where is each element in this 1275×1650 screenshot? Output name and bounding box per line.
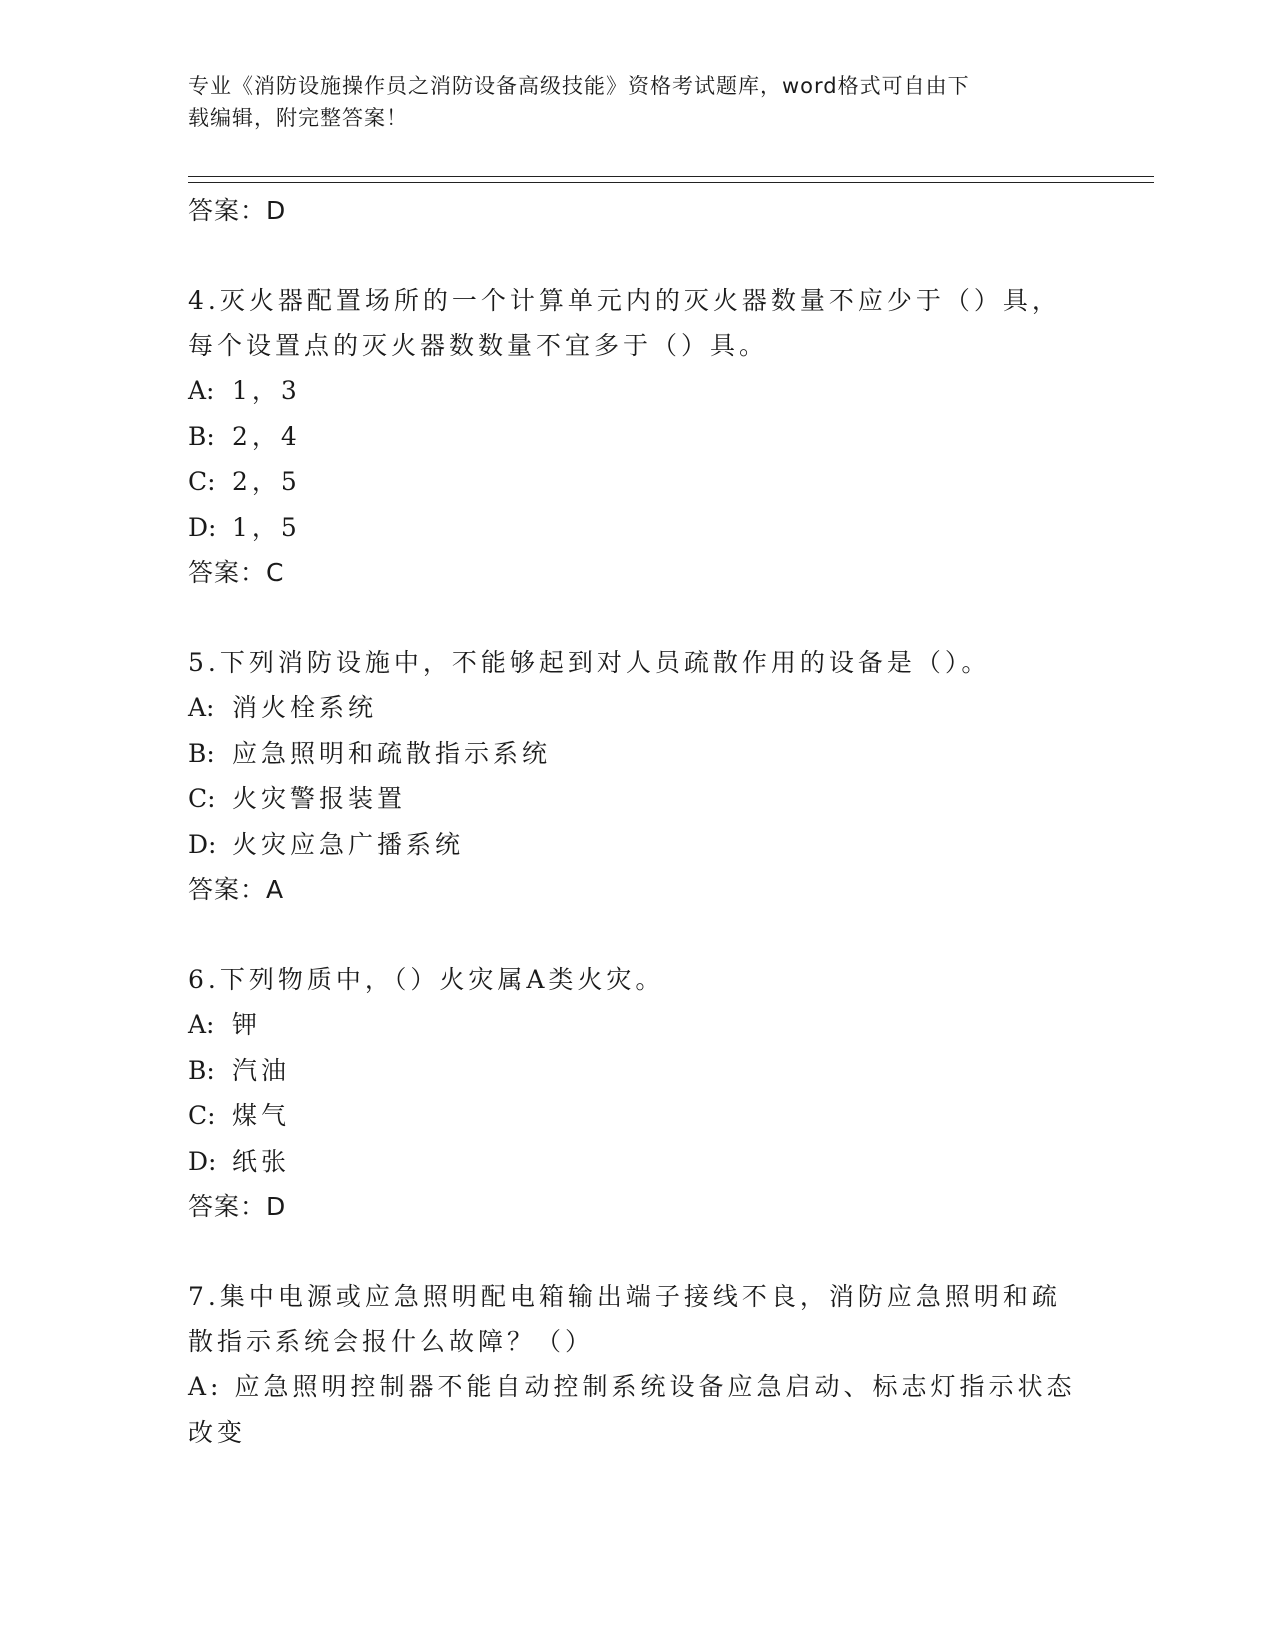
option-d: D: 纸张: [188, 1146, 291, 1176]
option-a: A: 1，3: [188, 376, 301, 405]
question-stem: 6.下列物质中，（）火灾属A类火灾。: [188, 965, 665, 994]
document-header: [188, 70, 1068, 134]
header-rule-top: [188, 176, 1154, 177]
question-stem: 5.下列消防设施中，不能够起到对人员疏散作用的设备是（）。: [188, 648, 991, 677]
question-stem: 4.灭火器配置场所的一个计算单元内的灭火器数量不应少于（）具，每个设置点的灭火器数数量不宜多于（）具。: [188, 286, 1061, 360]
answer-line: 答案：C: [188, 558, 285, 587]
option-a: A: 消火栓系统: [188, 693, 378, 722]
question-4: [188, 278, 1088, 596]
option-a: A: 应急照明控制器不能自动控制系统设备应急启动、标志灯指示状态改变: [188, 1372, 1076, 1447]
question-list: [188, 188, 1088, 1455]
option-c: C: 火灾警报装置: [188, 784, 407, 813]
answer-line: 答案：A: [188, 875, 285, 904]
option-d: D: 1，5: [188, 512, 301, 542]
question-5: [188, 640, 1088, 913]
header-line-1: 专业《消防设施操作员之消防设备高级技能》资格考试题库，word格式可自由下: [188, 74, 970, 98]
question-6: [188, 957, 1088, 1230]
option-c: C: 2，5: [188, 467, 301, 496]
question-stem: 7.集中电源或应急照明配电箱输出端子接线不良，消防应急照明和疏散指示系统会报什么故障？（）: [188, 1282, 1061, 1356]
option-b: B: 2，4: [188, 421, 301, 451]
option-d: D: 火灾应急广播系统: [188, 829, 465, 859]
header-rule-bottom: [188, 182, 1154, 183]
option-b: B: 汽油: [188, 1055, 291, 1085]
question-7: [188, 1274, 1088, 1455]
option-b: B: 应急照明和疏散指示系统: [188, 738, 552, 768]
header-line-2: 载编辑，附完整答案！: [188, 106, 408, 130]
option-a: A: 钾: [188, 1010, 262, 1039]
option-c: C: 煤气: [188, 1101, 291, 1130]
answer-line: 答案：D: [188, 196, 287, 225]
answer-line: 答案：D: [188, 1192, 287, 1221]
